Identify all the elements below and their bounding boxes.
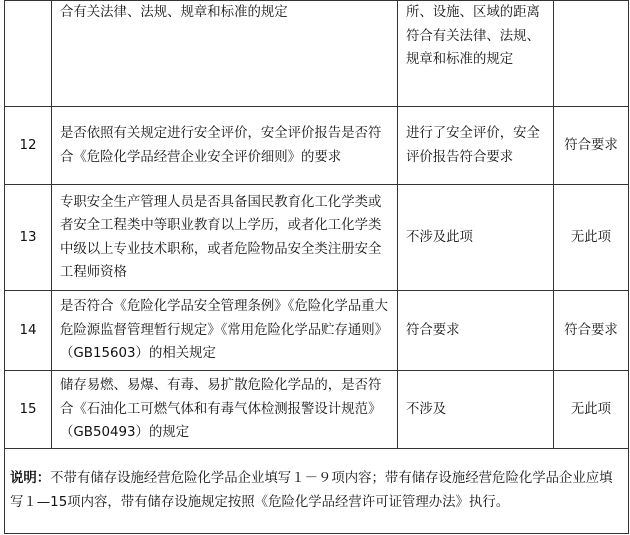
check-conclusion: 符合要求	[554, 291, 629, 371]
note-label: 说明：	[10, 471, 51, 486]
note-cell	[5, 449, 629, 534]
check-result: 不涉及此项	[398, 185, 554, 291]
check-conclusion	[554, 1, 629, 107]
row-number: 13	[5, 185, 52, 291]
check-item: 储存易燃、易爆、有毒、易扩散危险化学品的，是否符合《石油化工可燃气体和有毒气体检测报警设计规范》（GB50493）的规定	[52, 371, 398, 449]
table-row	[5, 371, 629, 449]
table-row	[5, 107, 629, 185]
check-result: 所、设施、区域的距离符合有关法律、法规、规章和标准的规定	[398, 1, 554, 107]
check-conclusion: 符合要求	[554, 107, 629, 185]
table-row	[5, 291, 629, 371]
check-result: 符合要求	[398, 291, 554, 371]
check-conclusion: 无此项	[554, 185, 629, 291]
table-row	[5, 1, 629, 107]
row-number: 12	[5, 107, 52, 185]
check-item: 专职安全生产管理人员是否具备国民教育化工化学类或者安全工程类中等职业教育以上学历，或者化工化学类中级以上专业技术职称，或者危险物品安全类注册安全工程师资格	[52, 185, 398, 291]
check-item: 是否符合《危险化学品安全管理条例》《危险化学品重大危险源监督管理暂行规定》《常用危险化学品贮存通则》（GB15603）的相关规定	[52, 291, 398, 371]
note-text: 不带有储存设施经营危险化学品企业填写１－９项内容；带有储存设施经营危险化学品企业应填写１—15项内容，带有储存设施规定按照《危险化学品经营许可证管理办法》执行。	[10, 471, 613, 510]
check-item: 合有关法律、法规、规章和标准的规定	[52, 1, 398, 107]
check-result: 进行了安全评价，安全评价报告符合要求	[398, 107, 554, 185]
row-number: 14	[5, 291, 52, 371]
check-conclusion: 无此项	[554, 371, 629, 449]
row-number	[5, 1, 52, 107]
table-row	[5, 185, 629, 291]
row-number: 15	[5, 371, 52, 449]
check-item: 是否依照有关规定进行安全评价，安全评价报告是否符合《危险化学品经营企业安全评价细则》的要求	[52, 107, 398, 185]
note-row	[5, 449, 629, 534]
inspection-table	[4, 0, 629, 534]
check-result: 不涉及	[398, 371, 554, 449]
